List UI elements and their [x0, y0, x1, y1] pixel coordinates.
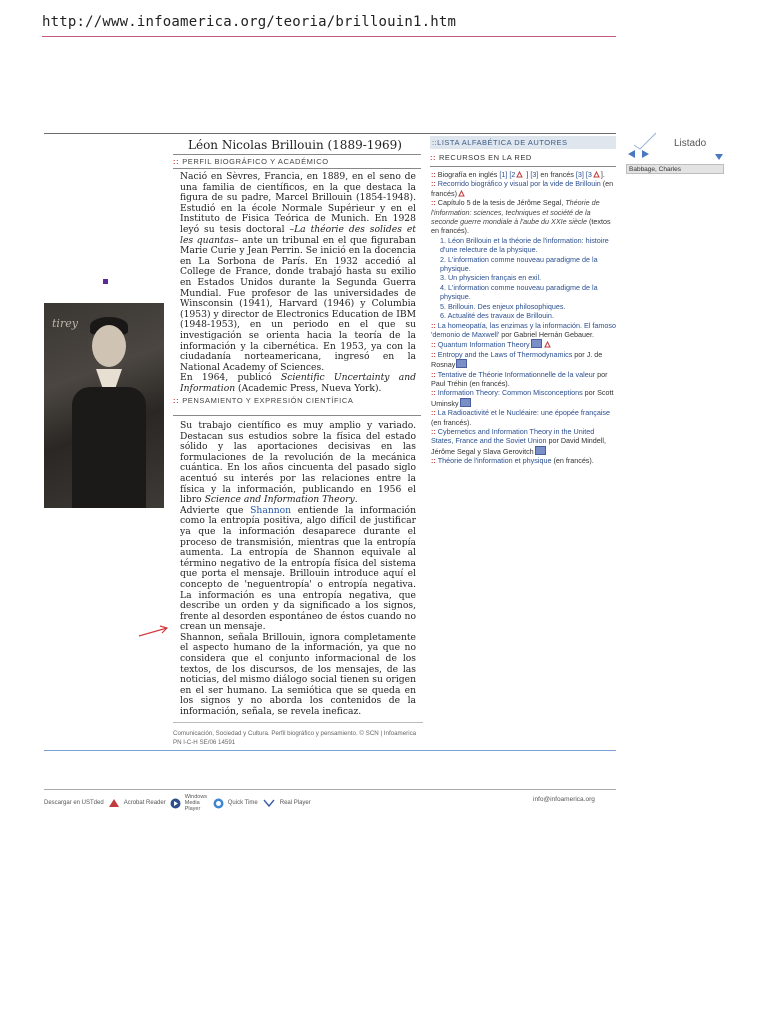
- visual-bio-link[interactable]: Recorrido biográfico y visual por la vide de Brillouin: [437, 179, 601, 189]
- thought-p2-post: entiende la información como la entropía positiva, algo difícil de justificar ya que la información desaparece durante el proceso de transmisión, mientras que la entropía aumenta. La entropía de Shannon equivale al término negativo de la entropía física del sistema que porta el mensaje. Brillouin introduce aquí el concepto de 'neguentropía' o entropía negativa. La información es una entropía negativa, que describe un orden y da significado a los signos, frente al desorden espontáneo de éstos cuando no crean un mensaje.: [180, 504, 416, 633]
- acrobat-label[interactable]: Acrobat Reader: [123, 800, 166, 806]
- bio-link-fr-1[interactable]: [3]: [575, 170, 584, 179]
- thesis-label: Capítulo 5 de la tesis de Jérôme Segal,: [437, 198, 566, 208]
- bio-p2-post: (Academic Press, Nueva York).: [235, 382, 382, 394]
- email-link[interactable]: info@infoamerica.org: [533, 796, 595, 803]
- thesis-chapter[interactable]: [431, 255, 617, 274]
- windows-media-player-icon[interactable]: [170, 798, 181, 809]
- misconceptions-link[interactable]: Information Theory: Common Misconceptions: [437, 388, 583, 398]
- footnote-rule: [173, 722, 423, 723]
- resources-list: [431, 170, 617, 466]
- thesis-chapter-2-link[interactable]: 2. L'information comme nouveau paradigme de la physique.: [440, 254, 598, 274]
- bio-p1: Nació en Sèvres, Francia, en 1889, en el seno de una familia de científicos, en la que destaca la figura de su padre, Marcel Brillouin (1854-1948). Estudió en la école Normale Supérieur y en el Instituto de Fisica Teórica de Munich. En 1928 leyó su tesis doctoral –: [180, 171, 416, 235]
- thought-p3: Shannon, señala Brillouin, ignora completamente el aspecto humano de la información, ya que no considera que el conjunto informacional de los textos, de los discursos, de los mensajes, de las noticias, del mismo diálogo social tienen su origen en el ser humano. La semiótica que se queda en los signos y no aborda los contenidos de la información, señala, se revela ineficaz.: [180, 631, 416, 718]
- thought-text: [180, 421, 416, 718]
- list-marker: ::: [431, 198, 436, 208]
- pdf-icon: [544, 341, 551, 348]
- list-item: [431, 408, 617, 427]
- section-thought-label: PENSAMIENTO Y EXPRESIÓN CIENTÍFICA: [182, 396, 354, 405]
- list-marker: ::: [431, 426, 436, 436]
- thought-p1-italic: Science and Information Theory: [204, 494, 355, 506]
- radioactivite-link[interactable]: La Radioactivité et le Nucléaire: une épopée française: [437, 408, 611, 418]
- homeopathy-author: por Gabriel Hernán Gebauer.: [499, 329, 594, 339]
- quicktime-label[interactable]: Quick Time: [227, 800, 258, 806]
- bio-french-label: en francés: [538, 170, 576, 179]
- list-marker: ::: [431, 179, 436, 189]
- photo-chalk-text: tirey: [52, 317, 78, 330]
- bio-rule: [173, 168, 421, 169]
- bio-link-3[interactable]: [3]: [530, 170, 539, 179]
- pdf-icon: [458, 190, 465, 197]
- bio-link-sep: ]: [524, 170, 531, 179]
- thesis-chapter[interactable]: [431, 273, 617, 282]
- thesis-chapter[interactable]: [431, 283, 617, 302]
- thesis-chapter-3-link[interactable]: 3. Un physicien français en exil.: [440, 273, 542, 283]
- thesis-chapter-5-link[interactable]: 5. Brillouin. Des enjeux philosophiques.: [440, 301, 566, 311]
- list-item: [431, 321, 617, 340]
- list-marker: ::: [431, 456, 436, 466]
- thought-rule: [173, 415, 421, 416]
- bio-link-2[interactable]: [2: [509, 170, 516, 179]
- portrait-photo: [44, 303, 164, 508]
- thesis-chapter-4-link[interactable]: 4. L'information comme nouveau paradigme de la physique.: [440, 282, 598, 302]
- quicktime-icon[interactable]: [213, 798, 224, 809]
- homeopathy-link[interactable]: La homeopatía, las enzimas y la información. El famoso 'demonio de Maxwell': [431, 320, 616, 339]
- shannon-link[interactable]: Shannon: [250, 504, 292, 516]
- list-item: [431, 198, 617, 236]
- decorative-dot: [103, 279, 108, 284]
- theorie-physique-link[interactable]: Théorie de l'information et physique: [437, 456, 552, 466]
- list-marker: ::: [431, 349, 436, 359]
- external-link-icon: [531, 339, 542, 348]
- thought-p1-post: .: [354, 494, 358, 506]
- external-link-icon: [456, 359, 467, 368]
- thesis-note: (textos en francés).: [431, 217, 611, 236]
- list-item: [431, 350, 617, 370]
- thesis-chapter-6-link[interactable]: 6. Actualité des travaux de Brillouin.: [440, 311, 554, 321]
- title-rule: [173, 154, 421, 155]
- list-marker: ::: [431, 340, 436, 350]
- thesis-chapter[interactable]: [431, 236, 617, 255]
- list-marker: ::: [431, 320, 436, 330]
- author-select[interactable]: Babbage, Charles: [626, 164, 724, 174]
- list-marker: ::: [431, 408, 436, 418]
- real-player-label[interactable]: Real Player: [279, 800, 311, 806]
- bio-p1-italic: La théorie des solides et les quantas: [180, 223, 416, 246]
- quantum-info-link[interactable]: Quantum Information Theory: [437, 340, 530, 350]
- thought-p1: Su trabajo científico es muy amplio y variado. Destacan sus estudios sobre la física del estado sólido y las aportaciones decisivas en las formulaciones de la revolución de la mecánica cuántica. En los años cincuenta del pasado siglo acentuó su interés por las relaciones entre la física y la información, publicando en 1956 el libro: [180, 420, 416, 506]
- bio-link-fr-2[interactable]: [3: [585, 170, 592, 179]
- section-marker: ::: [173, 157, 180, 166]
- footer-bar: [44, 794, 311, 812]
- tentative-author: por Paul Tréhin (en francés).: [431, 369, 608, 388]
- real-player-icon[interactable]: [262, 798, 276, 808]
- list-item: [431, 370, 617, 389]
- wmp-label[interactable]: Windows Media Player: [184, 794, 208, 812]
- section-thought-heading: [173, 396, 353, 405]
- list-marker: ::: [431, 170, 436, 179]
- portrait-face: [92, 325, 126, 367]
- list-item: [431, 427, 617, 456]
- bio-english-label: Biografía en inglés: [437, 170, 500, 179]
- list-marker: ::: [431, 369, 436, 379]
- list-item: [431, 170, 617, 179]
- thesis-chapter-1-link[interactable]: 1. Léon Brillouin et la théorie de l'information: histoire d'une relecture de la physique.: [440, 235, 609, 255]
- page-url: http://www.infoamerica.org/teoria/brillouin1.htm: [42, 14, 457, 30]
- tentative-link[interactable]: Tentative de Théorie Informationnelle de la valeur: [437, 369, 596, 379]
- entropy-author: por J. de Rosnay: [431, 349, 603, 370]
- bio-p2-pre: En 1964, publicó: [180, 372, 281, 384]
- radioactivite-note: (en francés).: [431, 417, 472, 427]
- list-item: [431, 456, 617, 465]
- resources-rule: [430, 166, 616, 167]
- thesis-chapter[interactable]: [431, 311, 617, 320]
- list-item: [431, 339, 617, 349]
- top-divider: [44, 133, 616, 134]
- footnote: Comunicación, Sociedad y Cultura. Perfil biográfico y pensamiento. © SCN | Infoamerica PN l-C-H SE/06 14591: [173, 730, 417, 746]
- prev-next-arrows-icon[interactable]: [626, 149, 652, 159]
- url-underline: [42, 36, 616, 37]
- acrobat-icon[interactable]: [108, 798, 120, 808]
- thesis-chapter[interactable]: [431, 302, 617, 311]
- section-bio-heading: [173, 157, 329, 166]
- bio-link-1[interactable]: [1]: [499, 170, 508, 179]
- section-marker: ::: [173, 396, 180, 405]
- list-item: [431, 388, 617, 408]
- bio-p2-italic: Scientific Uncertainty and Information: [180, 372, 417, 394]
- red-arrow-icon: [138, 624, 170, 638]
- footer-divider: [44, 789, 616, 790]
- checkmark-icon: [632, 131, 658, 151]
- cybernetics-link[interactable]: Cybernetics and Information Theory in the United States, France and the Soviet Union: [431, 426, 595, 446]
- thought-p2-pre: Advierte que: [180, 504, 251, 516]
- external-link-icon: [535, 446, 546, 455]
- authors-list-header[interactable]: ::LISTA ALFABÉTICA DE AUTORES: [430, 136, 616, 149]
- list-marker: ::: [431, 388, 436, 398]
- theorie-physique-note: (en francés).: [551, 456, 594, 466]
- misconceptions-author: por Scott Uminsky: [431, 388, 614, 408]
- entropy-link[interactable]: Entropy and the Laws of Thermodynamics: [437, 349, 573, 359]
- list-item: [431, 179, 617, 198]
- resources-heading: [430, 153, 532, 162]
- section-marker: ::: [430, 153, 436, 162]
- resources-label: RECURSOS EN LA RED: [439, 153, 532, 162]
- listado-label: Listado: [674, 138, 707, 149]
- bio-link-end: ].: [600, 170, 605, 179]
- portrait-body: [72, 387, 146, 508]
- download-label: Descargar en USTded: [44, 800, 104, 806]
- bio-p1-rest: – ante un tribunal en el que figuraban Marie Curie y Jean Perrin. Se inició en la docencia en La Sorbona de París. En 1932 accedió al College de France, donde trabajó hasta su exilio en Estados Unidos durante la Segunda Guerra Mundial. Fue profesor de las universidades de Winsconsin (1941), Harvard (1946) y Columbia (1953) y director de Electronics Education de IBM (1948-1953), en un periodo en el que su investigación se orienta hacia la teoría de la información y la cibernética. En 1953, ya con la ciudadanía norteamericana, ingresó en la National Academy of Sciences.: [180, 234, 416, 373]
- pdf-icon: [516, 171, 523, 178]
- bottom-divider: [44, 750, 616, 751]
- cybernetics-authors: por David Mindell, Jérôme Segal y Slava Gerovitch: [431, 436, 606, 456]
- thesis-title: Théorie de l'information: sciences, techniques et société de la seconde guerre mondiale à l'aube du XXIe siècle: [431, 198, 600, 227]
- section-bio-label: PERFIL BIOGRÁFICO Y ACADÉMICO: [182, 157, 329, 166]
- pdf-icon: [593, 171, 600, 178]
- bio-text: [180, 172, 416, 394]
- external-link-icon: [460, 398, 471, 407]
- chevron-down-icon[interactable]: [714, 153, 724, 161]
- page-title: Léon Nicolas Brillouin (1889-1969): [188, 138, 402, 152]
- visual-bio-note: (en francés): [431, 179, 614, 198]
